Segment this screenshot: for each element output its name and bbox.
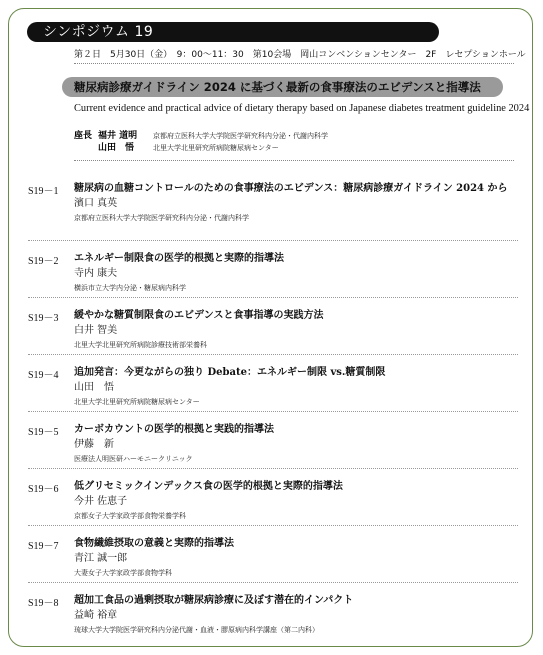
- talk-speaker: 青江 誠一郎: [74, 553, 128, 564]
- talk-title: 追加発言：今更ながらの独り Debate：エネルギー制限 vs.糖質制限: [74, 367, 386, 378]
- chair-label: 座長: [74, 131, 93, 141]
- talk-title: 食物繊維摂取の意義と実際的指導法: [74, 538, 234, 549]
- session-title: 糖尿病診療ガイドライン 2024 に基づく最新の食事療法のエビデンスと指導法: [62, 77, 503, 97]
- session-title-en: Current evidence and practical advice of dietary therapy based on Japanese diabetes treatment guideline 2024: [74, 103, 530, 114]
- talk-speaker: 益崎 裕章: [74, 610, 118, 621]
- talk-title: 超加工食品の過剰摂取が糖尿病診療に及ぼす潜在的インパクト: [74, 595, 354, 606]
- talk-number: S19－4: [28, 370, 59, 381]
- chair-affiliation: 北里大学北里研究所病院糖尿病センター: [153, 144, 279, 152]
- session-info: 第２日 5月30日（金） 9：00～11：30 第10会場 岡山コンベンションセンター 2F レセプションホール: [74, 50, 526, 60]
- divider: [74, 160, 514, 161]
- chair-label: [74, 142, 98, 154]
- talk-speaker: 白井 智美: [74, 325, 118, 336]
- talk-number: S19－8: [28, 598, 59, 609]
- chair-row: [74, 142, 328, 154]
- talk-number: S19－5: [28, 427, 59, 438]
- talk-affiliation: 北里大学北里研究所病院診療技術部栄養科: [74, 341, 207, 349]
- chair-name: 福井 道明: [98, 131, 138, 141]
- chair-name: 山田 悟: [98, 143, 135, 153]
- chair-row: [74, 130, 328, 142]
- talk-number: S19－1: [28, 186, 59, 197]
- talk-affiliation: 大妻女子大学家政学部食物学科: [74, 569, 172, 577]
- talk-affiliation: 医療法人明医研ハーモニークリニック: [74, 455, 193, 463]
- talk-speaker: 濱口 真英: [74, 198, 118, 209]
- divider: [28, 582, 518, 583]
- talk-number: S19－6: [28, 484, 59, 495]
- divider: [28, 468, 518, 469]
- chair-affiliation: 京都府立医科大学大学院医学研究科内分泌・代謝内科学: [153, 132, 328, 140]
- talk-speaker: 伊藤 新: [74, 439, 114, 450]
- talk-affiliation: 琉球大学大学院医学研究科内分泌代謝・血液・膠原病内科学講座（第二内科）: [74, 626, 319, 634]
- talk-title: カーボカウントの医学的根拠と実践的指導法: [74, 424, 274, 435]
- divider: [74, 63, 514, 64]
- talk-title: 緩やかな糖質制限食のエビデンスと食事指導の実践方法: [74, 310, 324, 321]
- divider: [28, 354, 518, 355]
- talk-affiliation: 京都女子大学家政学部食物栄養学科: [74, 512, 186, 520]
- talk-speaker: 山田 悟: [74, 382, 114, 393]
- talk-title: 低グリセミックインデックス食の医学的根拠と実際的指導法: [74, 481, 343, 492]
- divider: [28, 240, 518, 241]
- session-banner: シンポジウム 19: [27, 22, 439, 42]
- divider: [28, 525, 518, 526]
- talk-number: S19－2: [28, 256, 59, 267]
- talk-number: S19－3: [28, 313, 59, 324]
- talk-affiliation: 北里大学北里研究所病院糖尿病センター: [74, 398, 200, 406]
- talk-number: S19－7: [28, 541, 59, 552]
- talk-affiliation: 京都府立医科大学大学院医学研究科内分泌・代謝内科学: [74, 214, 249, 222]
- divider: [28, 411, 518, 412]
- divider: [28, 297, 518, 298]
- talk-affiliation: 横浜市立大学内分泌・糖尿病内科学: [74, 284, 186, 292]
- chairs-block: [74, 130, 328, 154]
- talk-speaker: 寺内 康夫: [74, 268, 118, 279]
- talk-title: 糖尿病の血糖コントロールのための食事療法のエビデンス：糖尿病診療ガイドライン 2024 から: [74, 183, 508, 194]
- talk-title: エネルギー制限食の医学的根拠と実際的指導法: [74, 253, 284, 264]
- talk-speaker: 今井 佐恵子: [74, 496, 128, 507]
